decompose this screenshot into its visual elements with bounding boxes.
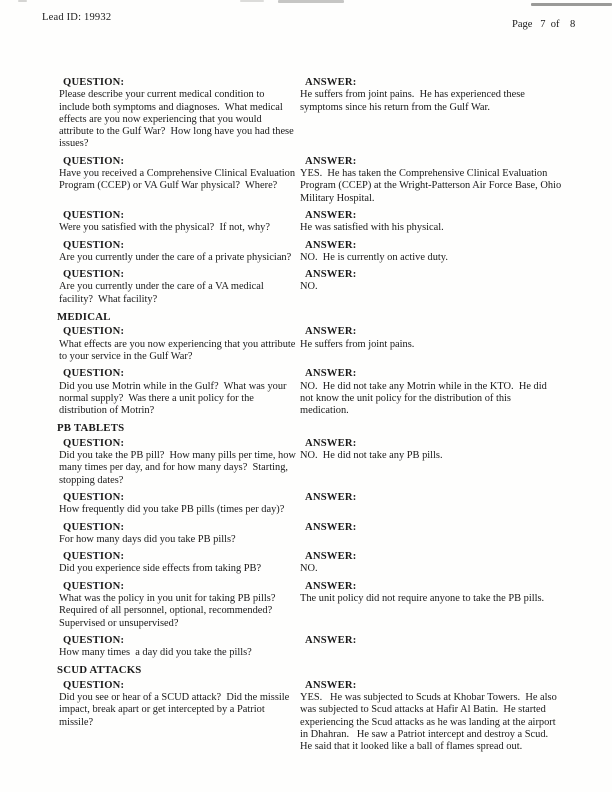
question-label: QUESTION:: [63, 368, 125, 380]
answer-block: [300, 269, 565, 294]
qa-row: [57, 680, 565, 754]
question-block: [57, 269, 300, 306]
section-title: PB TABLETS: [57, 422, 125, 435]
section-title: MEDICAL: [57, 311, 111, 324]
answer-text: NO. He did not take any Motrin while in the KTO. He did not know the unit policy for the distribution of this medication.: [300, 380, 550, 417]
answer-label: ANSWER:: [305, 326, 357, 338]
qa-row: [57, 551, 565, 576]
answer-block: [300, 680, 565, 754]
question-text: Did you experience side effects from taking PB?: [59, 563, 262, 575]
scan-artifact: [240, 0, 264, 2]
question-block: [57, 438, 300, 487]
section-title: SCUD ATTACKS: [57, 664, 142, 677]
answer-text: YES. He has taken the Comprehensive Clinical Evaluation Program (CCEP) at the Wright-Patterson Air Force Base, Ohio Military Hospital.: [300, 168, 564, 204]
answer-label: ANSWER:: [305, 491, 357, 503]
question-block: [57, 210, 300, 235]
question-label: QUESTION:: [63, 521, 125, 533]
question-block: [57, 240, 300, 265]
answer-block: [300, 326, 565, 351]
qa-row: [57, 492, 565, 517]
answer-block: [300, 522, 565, 534]
answer-text: NO.: [300, 281, 318, 293]
question-text: Did you use Motrin while in the Gulf? What was your normal supply? Was there a unit policy for the distribution of Motrin?: [59, 380, 290, 417]
question-text: Were you satisfied with the physical? If not, why?: [59, 222, 270, 234]
question-block: [57, 680, 300, 729]
answer-text: NO.: [300, 563, 318, 575]
question-label: QUESTION:: [63, 634, 125, 646]
qa-row: [57, 368, 565, 417]
question-text: What effects are you now experiencing that you attribute to your service in the Gulf War?: [59, 338, 299, 362]
question-block: [57, 581, 300, 630]
answer-block: [300, 492, 565, 504]
answer-text: The unit policy did not require anyone to take the PB pills.: [300, 592, 545, 604]
question-block: [57, 156, 300, 193]
answer-label: ANSWER:: [305, 209, 357, 221]
question-block: [57, 368, 300, 417]
question-text: Are you currently under the care of a VA medical facility? What facility?: [59, 281, 267, 305]
answer-text: NO. He is currently on active duty.: [300, 251, 448, 263]
answer-text: He suffers from joint pains. He has experienced these symptoms since his return from the Gulf War.: [300, 89, 528, 113]
qa-row: [57, 635, 565, 660]
answer-label: ANSWER:: [305, 437, 357, 449]
question-label: QUESTION:: [63, 239, 125, 251]
answer-text: NO. He did not take any PB pills.: [300, 450, 443, 462]
qa-row: [57, 581, 565, 630]
question-text: Did you see or hear of a SCUD attack? Did the missile impact, break apart or get intercepted by a Patriot missile?: [59, 692, 292, 728]
question-label: QUESTION:: [63, 326, 125, 338]
question-block: [57, 77, 300, 151]
answer-label: ANSWER:: [305, 155, 357, 167]
question-label: QUESTION:: [63, 679, 125, 691]
scan-artifact: [278, 0, 344, 3]
answer-block: [300, 368, 565, 417]
question-text: Please describe your current medical condition to include both symptoms and diagnoses. What medical effects are you now experiencing that you would attribute to the Gulf War? How long have you had these issues?: [59, 89, 297, 150]
answer-text: He suffers from joint pains.: [300, 338, 415, 350]
question-text: For how many days did you take PB pills?: [59, 533, 236, 545]
answer-label: ANSWER:: [305, 634, 357, 646]
question-text: How frequently did you take PB pills (times per day)?: [59, 504, 285, 516]
answer-label: ANSWER:: [305, 580, 357, 592]
qa-row: [57, 77, 565, 151]
question-block: [57, 635, 300, 660]
scan-artifact: [531, 3, 612, 6]
qa-row: [57, 522, 565, 547]
qa-row: [57, 438, 565, 487]
question-block: [57, 326, 300, 363]
answer-block: [300, 77, 565, 114]
qa-row: [57, 156, 565, 205]
question-text: Did you take the PB pill? How many pills per time, how many times per day, and for how many days? Starting, stopping dates?: [59, 450, 299, 486]
answer-block: [300, 635, 565, 647]
answer-label: ANSWER:: [305, 269, 357, 281]
answer-label: ANSWER:: [305, 551, 357, 563]
answer-text: YES. He was subjected to Scuds at Khobar Towers. He also was subjected to Scud attacks at Hafir Al Batin. He started experiencing the Scud attacks as he was landing at the airport in Dhahran. He saw a Patriot intercept and destroy a Scud. He said that it looked like a ball of flames spread out.: [300, 692, 560, 753]
question-text: What was the policy in you unit for taking PB pills? Required of all personnel, optional, recommended? Supervised or unsupervised?: [59, 592, 281, 629]
question-label: QUESTION:: [63, 269, 125, 281]
answer-block: [300, 438, 565, 463]
question-label: QUESTION:: [63, 437, 125, 449]
question-block: [57, 522, 300, 547]
answer-block: [300, 581, 565, 606]
answer-label: ANSWER:: [305, 679, 357, 691]
question-block: [57, 492, 300, 517]
question-label: QUESTION:: [63, 491, 125, 503]
question-text: Are you currently under the care of a private physician?: [59, 251, 292, 263]
answer-block: [300, 551, 565, 576]
question-block: [57, 551, 300, 576]
scan-artifact: [18, 0, 27, 2]
answer-block: [300, 156, 565, 205]
lead-id-label: Lead ID: 19932: [42, 12, 112, 23]
answer-text: He was satisfied with his physical.: [300, 222, 444, 234]
qa-row: [57, 210, 565, 235]
qa-row: [57, 240, 565, 265]
qa-row: [57, 326, 565, 363]
answer-label: ANSWER:: [305, 239, 357, 251]
question-text: How many times a day did you take the pills?: [59, 647, 252, 659]
question-label: QUESTION:: [63, 580, 125, 592]
answer-label: ANSWER:: [305, 368, 357, 380]
question-label: QUESTION:: [63, 155, 125, 167]
answer-block: [300, 210, 565, 235]
answer-block: [300, 240, 565, 265]
qa-list: [57, 77, 565, 759]
question-label: QUESTION:: [63, 551, 125, 563]
page-number-label: Page 7 of 8: [512, 19, 576, 30]
question-label: QUESTION:: [63, 209, 125, 221]
answer-label: ANSWER:: [305, 521, 357, 533]
qa-row: [57, 269, 565, 306]
question-label: QUESTION:: [63, 77, 125, 88]
question-text: Have you received a Comprehensive Clinical Evaluation Program (CCEP) or VA Gulf War physical? Where?: [59, 168, 298, 192]
answer-label: ANSWER:: [305, 77, 357, 88]
